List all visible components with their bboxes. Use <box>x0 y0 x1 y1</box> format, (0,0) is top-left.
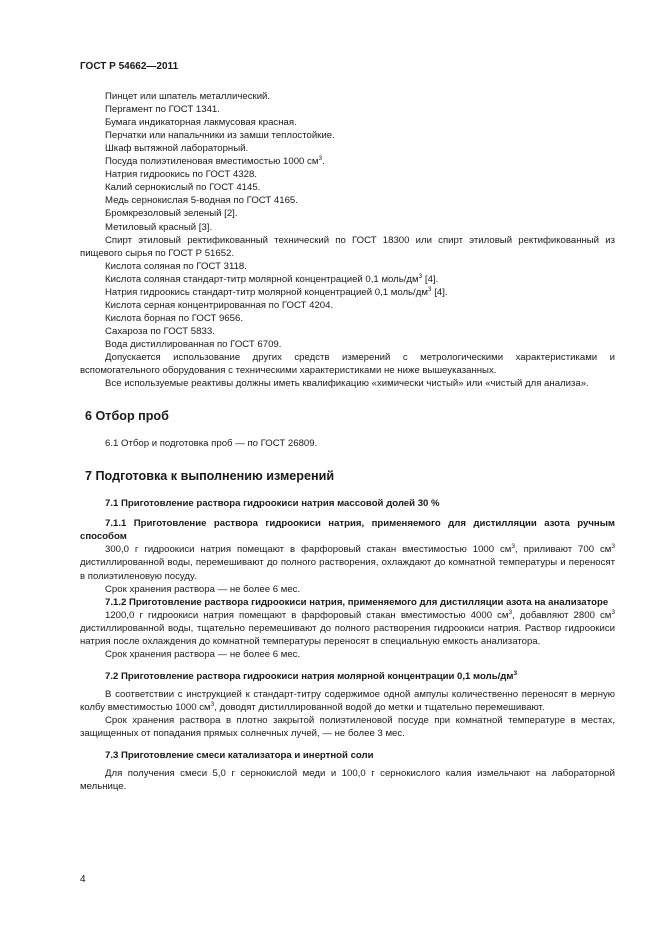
reagent-item-hcl-std: Кислота соляная стандарт-титр молярной концентрацией 0,1 моль/$дм^3$ [4]. <box>105 272 439 285</box>
reagent-item: Медь сернокислая 5-водная по ГОСТ 4165. <box>105 195 298 207</box>
section-7-1-2-title: 7.1.2 Приготовление раствора гидроокиси натрия, применяемого для дистилляции азота на анализаторе <box>105 596 609 608</box>
section-7-3-text: Для получения смеси 5,0 г сернокислой меди и 100,0 г сернокислого калия измельчают на лабораторной мельнице. <box>80 768 615 793</box>
reagent-item: Кислота соляная по ГОСТ 3118. <box>105 260 247 272</box>
section-7-1-1-storage: Срок хранения раствора — не более 6 мес. <box>105 583 301 595</box>
allowed-paragraph: Допускается использование других средств измерений с метрологическими характеристиками и вспомогательного оборудования с техническими характеристиками не ниже вышеуказанных. <box>80 351 615 377</box>
section-6-title: 6 Отбор проб <box>85 409 169 424</box>
reagent-item: Метиловый красный [3]. <box>105 221 213 233</box>
document-header: ГОСТ Р 54662—2011 <box>80 61 179 72</box>
equipment-item-vessel: Посуда полиэтиленовая вместимостью 1000 $см^3$. <box>105 155 325 168</box>
section-6-1: 6.1 Отбор и подготовка проб — по ГОСТ 26809. <box>105 438 318 450</box>
section-7-1-1-title: 7.1.1 Приготовление раствора гидроокиси натрия, применяемого для дистилляции азота ручным способом <box>80 518 615 543</box>
qualification-paragraph: Все используемые реактивы должны иметь квалификацию «химически чистый» или «чистый для анализа». <box>105 378 589 390</box>
section-7-1-title: 7.1 Приготовление раствора гидроокиси натрия массовой долей 30 % <box>105 498 440 510</box>
reagent-item: Калий сернокислый по ГОСТ 4145. <box>105 182 261 194</box>
section-7-1-2-storage: Срок хранения раствора — не более 6 мес. <box>105 648 301 660</box>
reagent-item: Сахароза по ГОСТ 5833. <box>105 325 215 337</box>
document-page <box>80 60 615 793</box>
reagent-item: Натрия гидроокись по ГОСТ 4328. <box>105 169 257 181</box>
section-7-2-storage: Срок хранения раствора в плотно закрытой полиэтиленовой посуде при комнатной температуре в местах, защищенных от попадания прямых солнечных лучей, — не более 3 мес. <box>80 714 615 740</box>
reagent-item-spirit: Спирт этиловый ректификованный технический по ГОСТ 18300 или спирт этиловый ректификованный из пищевого сырья по ГОСТ Р 51652. <box>80 234 615 259</box>
reagent-item-naoh-std: Натрия гидроокись стандарт-титр молярной концентрацией 0,1 моль/$дм^3$ [4]. <box>105 285 448 298</box>
section-7-1-1-text: 300,0 г гидроокиси натрия помещают в фарфоровый стакан вместимостью 1000 $см^3$, приливают 700 $см^3$ дистиллированной воды, перемешивают до полного растворения, охлаждают до комнатной температуры и переносят в полиэтиленовую посуду. <box>80 543 615 582</box>
equipment-item: Перчатки или напальчники из замши теплостойкие. <box>105 130 335 142</box>
reagent-item: Кислота борная по ГОСТ 9656. <box>105 312 243 324</box>
equipment-item: Пергамент по ГОСТ 1341. <box>105 104 220 116</box>
page-number: 4 <box>80 874 86 885</box>
section-7-1-2-text: 1200,0 г гидроокиси натрия помещают в фарфоровый стакан вместимостью 4000 $см^3$, добавляют 2800 $см^3$ дистиллированной воды, тщательно перемешивают до полного растворения гидроокиси натрия. Раствор гидроокиси натрия после охлаждения до комнатной температуры переносят в специальную емкость анализатора. <box>80 608 616 647</box>
equipment-item: Бумага индикаторная лакмусовая красная. <box>105 117 297 129</box>
reagent-item: Бромкрезоловый зеленый [2]. <box>105 208 238 220</box>
section-7-2-title: 7.2 Приготовление раствора гидроокиси натрия молярной концентрации 0,1 моль/$дм^3$ <box>105 669 518 682</box>
section-7-3-title: 7.3 Приготовление смеси катализатора и инертной соли <box>105 750 374 762</box>
reagent-item: Кислота серная концентрированная по ГОСТ 4204. <box>105 299 334 311</box>
section-7-2-text: В соответствии с инструкцией к стандарт-титру содержимое одной ампулы количественно переносят в мерную колбу вместимостью 1000 $см^3$, доводят дистиллированной водой до метки и тщательно перемешивают. <box>80 688 615 713</box>
reagent-item: Вода дистиллированная по ГОСТ 6709. <box>105 338 282 350</box>
equipment-item: Шкаф вытяжной лабораторный. <box>105 143 249 155</box>
section-7-title: 7 Подготовка к выполнению измерений <box>85 469 335 484</box>
equipment-item: Пинцет или шпатель металлический. <box>105 91 271 103</box>
